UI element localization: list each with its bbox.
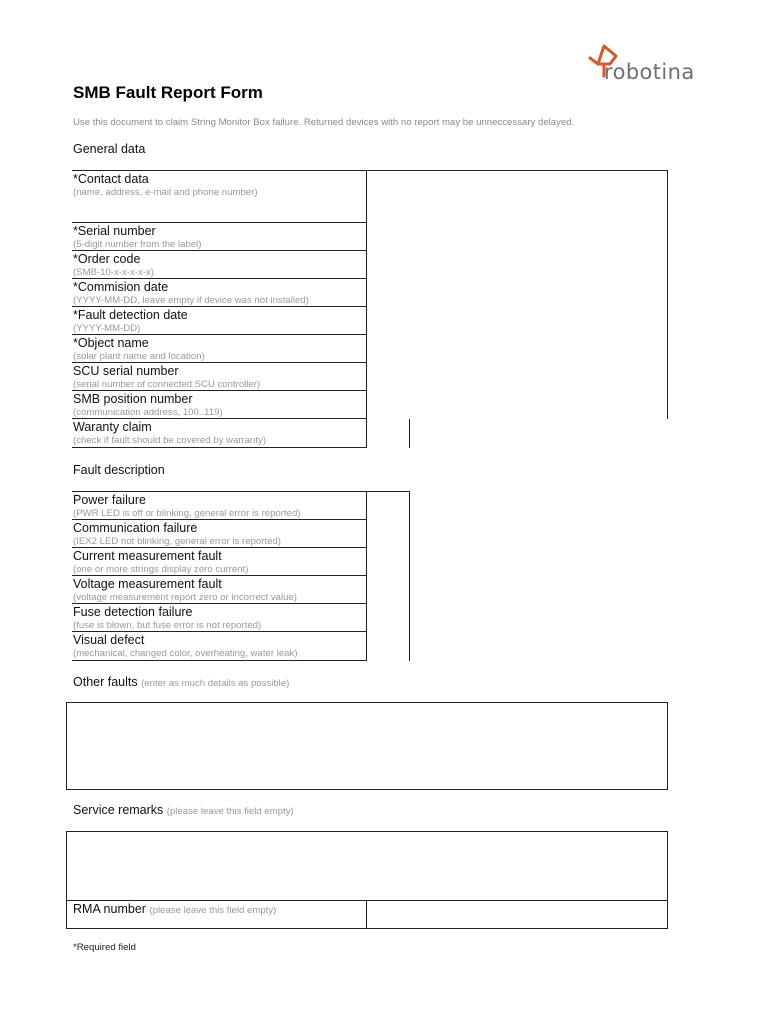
table-row [72,391,668,419]
row-label: Fuse detection failure [73,605,193,619]
row-label: Voltage measurement fault [73,577,222,591]
table-row [72,279,668,307]
row-hint: (fuse is blown, but fuse error is not reported) [73,620,262,631]
current-measurement-fault-checkbox[interactable] [366,548,410,576]
service-remarks-heading [73,803,294,817]
row-hint: (IEX2 LED not blinking, general error is reported) [73,536,281,547]
commision-date-field[interactable] [366,279,668,307]
service-remarks-hint: (please leave this field empty) [166,806,294,817]
rma-number-field[interactable] [366,900,668,929]
row-hint: (serial number of connected SCU controller) [73,379,261,390]
table-row [72,632,410,661]
row-label: *Order code [73,252,141,266]
rma-label [73,902,276,916]
table-row [72,170,668,223]
fault-description-heading [73,463,165,477]
brand-name: robotina [604,60,695,84]
row-hint: (5-digit number from the label) [73,239,202,250]
row-label: Communication failure [73,521,198,535]
required-field-note: *Required field [73,942,136,953]
fault-detection-date-field[interactable] [366,307,668,335]
row-hint: (one or more strings display zero current) [73,564,249,575]
row-label: *Object name [73,336,149,350]
row-label: Visual defect [73,633,145,647]
row-hint: (YYYY-MM-DD) [73,323,141,334]
serial-number-field[interactable] [366,223,668,251]
row-label: *Commision date [73,280,169,294]
table-row [72,604,410,632]
visual-defect-checkbox[interactable] [366,632,410,661]
rma-hint: (please leave this field empty) [149,905,277,916]
table-row [72,419,410,448]
table-row [72,520,410,548]
service-remarks-heading-text: Service remarks [73,803,164,817]
rma-label-text: RMA number [73,902,146,916]
row-hint: (voltage measurement report zero or incorrect value) [73,592,297,603]
row-hint: (solar plant name and location) [73,351,205,362]
table-row [72,363,668,391]
table-row [72,548,410,576]
row-hint: (mechanical, changed color, overheating, water leak) [73,648,298,659]
table-row [72,307,668,335]
row-label: *Serial number [73,224,156,238]
row-label: Power failure [73,493,146,507]
smb-position-number-field[interactable] [366,391,668,419]
other-faults-textarea[interactable] [66,702,668,790]
row-hint: (PWR LED is off or blinking, general error is reported) [73,508,301,519]
row-label: Current measurement fault [73,549,222,563]
page-title: SMB Fault Report Form [73,83,263,102]
robotina-logo [584,44,704,88]
row-hint: (name, address, e-mail and phone number) [73,187,258,198]
table-row [72,576,410,604]
row-hint: (YYYY-MM-DD, leave empty if device was not installed) [73,295,309,306]
table-row [72,335,668,363]
order-code-field[interactable] [366,251,668,279]
other-faults-hint: (enter as much details as possible) [141,678,290,689]
table-row [72,251,668,279]
power-failure-checkbox[interactable] [366,492,410,520]
general-data-heading [73,142,145,156]
row-label: *Contact data [73,172,149,186]
intro-text: Use this document to claim String Monitor Box failure. Returned devices with no report may be unneccessary delayed. [73,117,575,128]
row-hint: (SMB-10-x-x-x-x-x) [73,267,155,278]
other-faults-heading-text: Other faults [73,675,138,689]
scu-serial-number-field[interactable] [366,363,668,391]
table-row [72,491,410,520]
table-row [72,223,668,251]
row-hint: (check if fault should be covered by warranty) [73,435,267,446]
other-faults-heading [73,675,289,689]
object-name-field[interactable] [366,335,668,363]
row-label: SCU serial number [73,364,179,378]
row-label: SMB position number [73,392,193,406]
fault-description-heading-text: Fault description [73,463,165,477]
contact-data-field[interactable] [366,171,668,223]
general-data-heading-text: General data [73,142,146,156]
fuse-detection-failure-checkbox[interactable] [366,604,410,632]
warranty-claim-checkbox[interactable] [366,419,410,448]
voltage-measurement-fault-checkbox[interactable] [366,576,410,604]
communication-failure-checkbox[interactable] [366,520,410,548]
row-label: *Fault detection date [73,308,188,322]
row-label: Waranty claim [73,420,152,434]
row-hint: (communication address, 100..119) [73,407,223,418]
